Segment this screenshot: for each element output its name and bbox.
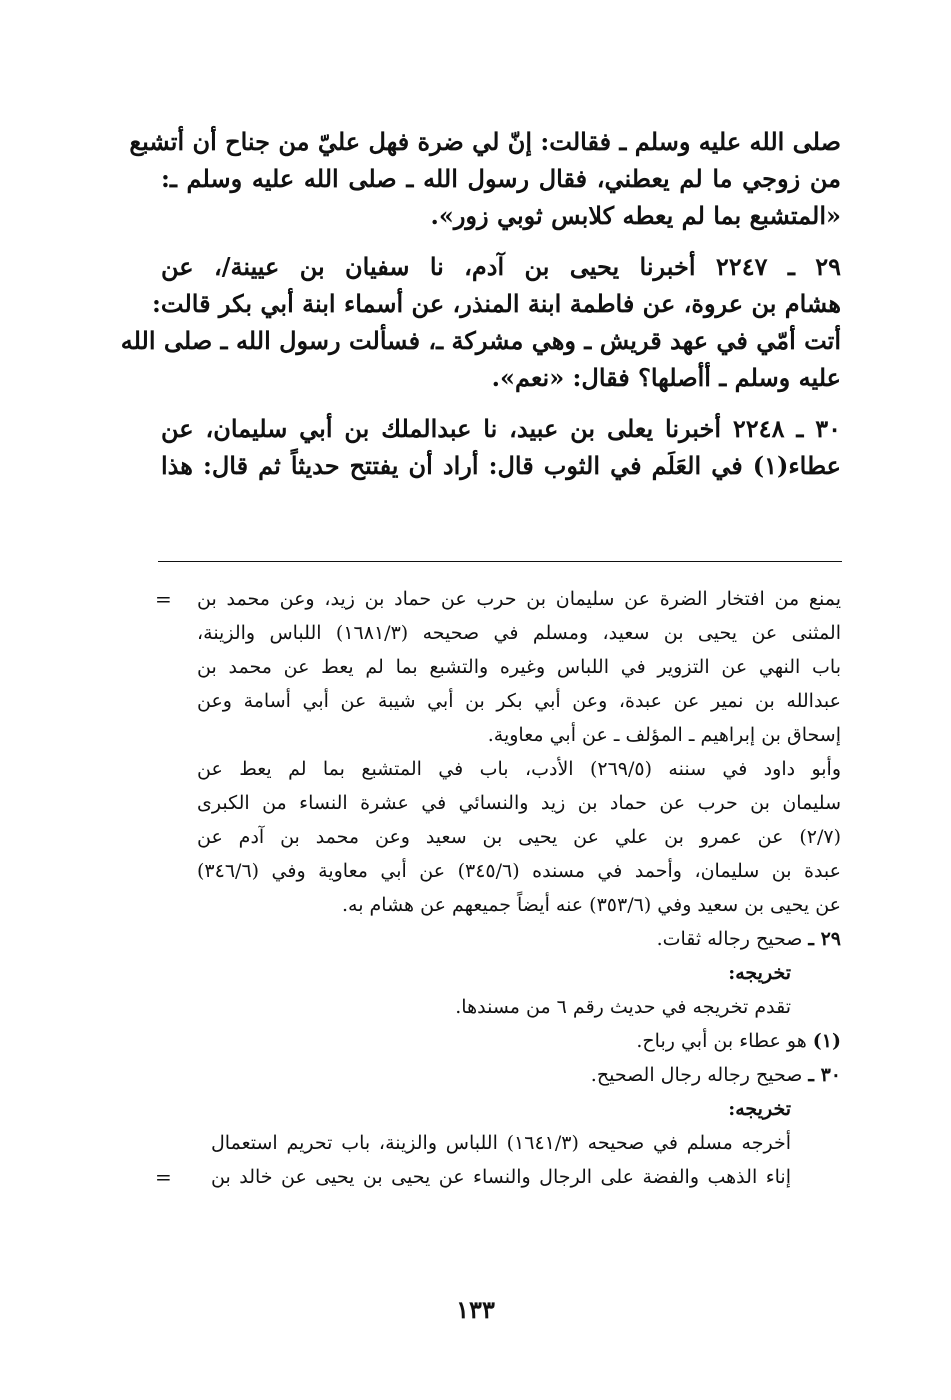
- note-30-grade: ٣٠ ـ صحيح رجاله رجال الصحيح.: [590, 1064, 841, 1086]
- footnote-line: وأبو داود في سننه (٢٦٩/٥) الأدب، باب في المتشبع بما لم يعط عن: [197, 758, 842, 780]
- footnote-line: عبدالله بن نمير عن عبدة، وعن أبي بكر بن أبي شيبة عن أبي أسامة وعن: [197, 690, 841, 712]
- main-line: من زوجي ما لم يعطني، فقال رسول الله ـ صلى الله عليه وسلم ـ:: [161, 164, 841, 193]
- note-30-takhrij-line: = إناء الذهب والفضة على الرجال والنساء عن يحيى بن يحيى عن خالد بن: [155, 1160, 841, 1194]
- footnote-line: باب النهي عن التزوير في اللباس وغيره والتشبع بما لم يعط عن محمد بن: [197, 656, 841, 678]
- note-30-takhrij-line: أخرجه مسلم في صحيحه (١٦٤١/٣) اللباس والزينة، باب تحريم استعمال: [211, 1132, 791, 1154]
- main-line: صلى الله عليه وسلم ـ فقالت: إنّ لي ضرة فهل عليّ من جناح أن أتشبع: [129, 127, 841, 156]
- note-29-takhrij-heading: تخريجه:: [728, 962, 791, 984]
- note-30-takhrij-heading: تخريجه:: [728, 1098, 791, 1120]
- note-29-label: ٢٩ ـ: [808, 928, 841, 950]
- hadith-2248-line: ٣٠ ـ ٢٢٤٨ أخبرنا يعلى بن عبيد، نا عبدالملك بن أبي سليمان، عن: [161, 414, 841, 443]
- main-line: عطاء(١) في العَلَم في الثوب قال: أراد أن يفتتح حديثاً ثم قال: هذا: [161, 451, 841, 480]
- footnote-line: عن يحيى بن سعيد وفي (٣٥٣/٦) عنه أيضاً جميعهم عن هشام به.: [341, 894, 841, 916]
- main-line: عليه وسلم ـ أأصلها؟ فقال: «نعم».: [491, 363, 841, 392]
- main-text: [120, 123, 841, 484]
- note-30-label: ٣٠ ـ: [808, 1064, 841, 1086]
- footnote-line: = يمنع من افتخار الضرة عن سليمان بن حرب عن حماد بن زيد، وعن محمد بن: [155, 582, 841, 616]
- page-number: ١٣٣: [456, 1295, 495, 1324]
- note-1: (١) هو عطاء بن أبي رباح.: [636, 1030, 841, 1052]
- note-29-takhrij: تقدم تخريجه في حديث رقم ٦ من مسندها.: [455, 996, 791, 1018]
- note-29-grade: ٢٩ ـ صحيح رجاله ثقات.: [656, 928, 841, 950]
- continuation-mark: =: [155, 1165, 172, 1189]
- main-line: هشام بن عروة، عن فاطمة ابنة المنذر، عن أسماء ابنة أبي بكر قالت:: [152, 289, 841, 318]
- main-line: «المتشبع بما لم يعطه كلابس ثوبي زور».: [430, 201, 841, 230]
- footnote-line: المثنى عن يحيى بن سعيد، ومسلم في صحيحه (١٦٨١/٣) اللباس والزينة،: [197, 622, 841, 644]
- footnotes: [155, 582, 841, 1194]
- note-1-label: (١): [812, 1030, 841, 1052]
- footnote-line: سليمان بن حرب عن حماد بن زيد والنسائي في عشرة النساء من الكبرى: [197, 792, 841, 814]
- continuation-mark: =: [155, 587, 172, 611]
- footnote-line: (٢/٧) عن عمرو بن علي عن يحيى بن سعيد وعن محمد بن آدم عن: [197, 826, 841, 848]
- footnote-line: إسحاق بن إبراهيم ـ المؤلف ـ عن أبي معاوية.: [487, 724, 841, 746]
- main-line: أتت أمّي في عهد قريش ـ وهي مشركة ـ، فسألت رسول الله ـ صلى الله: [120, 326, 841, 355]
- footnote-separator: [158, 561, 842, 562]
- hadith-2247-line: ٢٩ ـ ٢٢٤٧ أخبرنا يحيى بن آدم، نا سفيان بن عيينة/، عن: [161, 252, 841, 281]
- footnote-line: عبدة بن سليمان، وأحمد في مسنده (٣٤٥/٦) عن أبي معاوية وفي (٣٤٦/٦): [197, 860, 841, 882]
